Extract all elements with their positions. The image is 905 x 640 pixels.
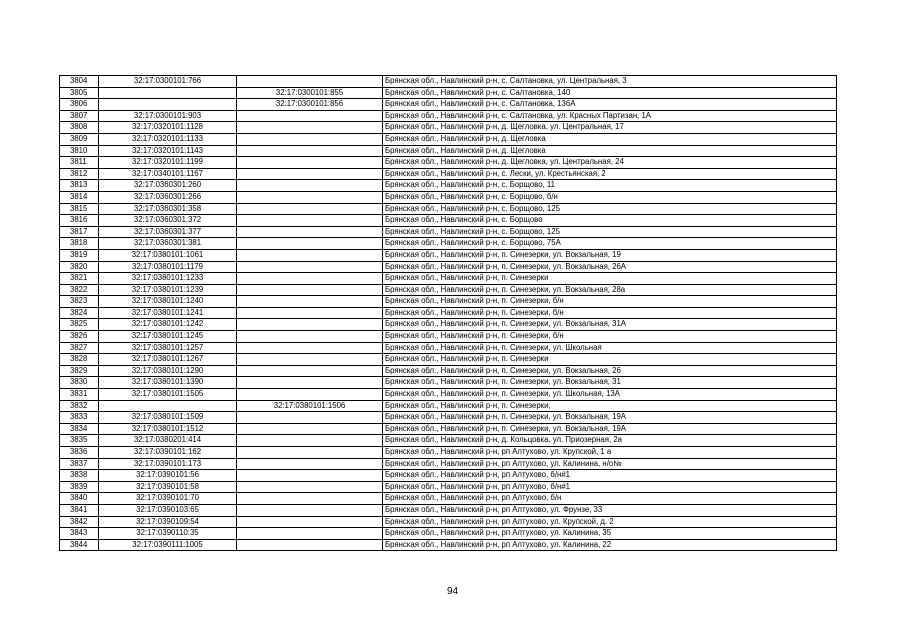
table-row [60,76,837,88]
related-cadastral-number-cell [237,226,383,238]
cadastral-number-cell: 32:17:0380101:1233 [99,273,237,285]
cadastral-number-cell: 32:17:0390110:35 [99,528,237,540]
table-row [60,412,837,424]
table-row [60,481,837,493]
cadastral-number-cell: 32:17:0300101:903 [99,110,237,122]
address-cell: Брянская обл., Навлинский р-н, п. Синезерки, б/н [383,307,837,319]
row-number-cell: 3823 [60,296,99,308]
related-cadastral-number-cell [237,470,383,482]
cadastral-number-cell: 32:17:0380101:1290 [99,365,237,377]
related-cadastral-number-cell [237,458,383,470]
related-cadastral-number-cell [237,284,383,296]
address-cell: Брянская обл., Навлинский р-н, с. Салтановка, 136А [383,99,837,111]
cadastral-number-cell: 32:17:0380101:1179 [99,261,237,273]
row-number-cell: 3804 [60,76,99,88]
related-cadastral-number-cell [237,261,383,273]
related-cadastral-number-cell [237,307,383,319]
table-row [60,180,837,192]
table-row [60,516,837,528]
address-cell: Брянская обл., Навлинский р-н, рп Алтухово, ул. Крупской, д. 2 [383,516,837,528]
address-cell: Брянская обл., Навлинский р-н, д. Щегловка [383,145,837,157]
related-cadastral-number-cell [237,203,383,215]
table-row [60,215,837,227]
related-cadastral-number-cell [237,365,383,377]
address-cell: Брянская обл., Навлинский р-н, с. Борщово, б/н [383,191,837,203]
related-cadastral-number-cell [237,122,383,134]
related-cadastral-number-cell [237,528,383,540]
cadastral-number-cell: 32:17:0380101:1245 [99,331,237,343]
cadastral-number-cell: 32:17:0390103:65 [99,504,237,516]
cadastral-number-cell: 32:17:0380101:1390 [99,377,237,389]
table-row [60,458,837,470]
related-cadastral-number-cell [237,168,383,180]
row-number-cell: 3835 [60,435,99,447]
row-number-cell: 3836 [60,447,99,459]
cadastral-number-cell: 32:17:0320101:1128 [99,122,237,134]
row-number-cell: 3826 [60,331,99,343]
related-cadastral-number-cell [237,354,383,366]
table-row [60,331,837,343]
row-number-cell: 3831 [60,389,99,401]
row-number-cell: 3807 [60,110,99,122]
related-cadastral-number-cell [237,516,383,528]
cadastral-number-cell: 32:17:0380101:1240 [99,296,237,308]
row-number-cell: 3817 [60,226,99,238]
related-cadastral-number-cell [237,145,383,157]
table-row [60,493,837,505]
row-number-cell: 3811 [60,157,99,169]
row-number-cell: 3815 [60,203,99,215]
related-cadastral-number-cell [237,331,383,343]
table-row [60,470,837,482]
related-cadastral-number-cell [237,215,383,227]
cadastral-number-cell: 32:17:0390101:70 [99,493,237,505]
related-cadastral-number-cell [237,504,383,516]
address-cell: Брянская обл., Навлинский р-н, с. Салтановка, ул. Красных Партизан, 1А [383,110,837,122]
cadastral-number-cell: 32:17:0380101:1512 [99,423,237,435]
table-row [60,354,837,366]
cadastral-number-cell: 32:17:0380101:1509 [99,412,237,424]
cadastral-number-cell: 32:17:0380101:1267 [99,354,237,366]
row-number-cell: 3837 [60,458,99,470]
related-cadastral-number-cell [237,389,383,401]
related-cadastral-number-cell [237,157,383,169]
cadastral-number-cell: 32:17:0320101:1199 [99,157,237,169]
table-row [60,226,837,238]
row-number-cell: 3834 [60,423,99,435]
related-cadastral-number-cell [237,423,383,435]
table-row [60,168,837,180]
address-cell: Брянская обл., Навлинский р-н, с. Борщово, 75А [383,238,837,250]
row-number-cell: 3829 [60,365,99,377]
cadastral-number-cell: 32:17:0390109:54 [99,516,237,528]
table-row [60,157,837,169]
related-cadastral-number-cell [237,319,383,331]
address-cell: Брянская обл., Навлинский р-н, с. Салтановка, 140 [383,87,837,99]
cadastral-number-cell: 32:17:0390101:58 [99,481,237,493]
address-cell: Брянская обл., Навлинский р-н, п. Синезерки, ул. Вокзальная, 26 [383,365,837,377]
cadastral-number-cell: 32:17:0300101:766 [99,76,237,88]
row-number-cell: 3820 [60,261,99,273]
related-cadastral-number-cell [237,435,383,447]
table-row [60,87,837,99]
cadastral-number-cell: 32:17:0390111:1005 [99,539,237,551]
row-number-cell: 3838 [60,470,99,482]
cadastral-number-cell: 32:17:0360301:372 [99,215,237,227]
row-number-cell: 3840 [60,493,99,505]
cadastral-number-cell [99,99,237,111]
cadastral-number-cell: 32:17:0360301:381 [99,238,237,250]
row-number-cell: 3814 [60,191,99,203]
table-row [60,447,837,459]
address-cell: Брянская обл., Навлинский р-н, п. Синезерки, [383,400,837,412]
address-cell: Брянская обл., Навлинский р-н, п. Синезерки, ул. Вокзальная, 19 [383,249,837,261]
address-cell: Брянская обл., Навлинский р-н, п. Синезерки [383,273,837,285]
address-cell: Брянская обл., Навлинский р-н, д. Щегловка, ул. Центральная, 17 [383,122,837,134]
row-number-cell: 3827 [60,342,99,354]
row-number-cell: 3843 [60,528,99,540]
cadastral-number-cell: 32:17:0340101:1167 [99,168,237,180]
table-row [60,110,837,122]
address-cell: Брянская обл., Навлинский р-н, с. Борщово, 125 [383,203,837,215]
row-number-cell: 3818 [60,238,99,250]
row-number-cell: 3809 [60,133,99,145]
row-number-cell: 3833 [60,412,99,424]
table-row [60,365,837,377]
cadastral-number-cell: 32:17:0320101:1133 [99,133,237,145]
related-cadastral-number-cell [237,377,383,389]
row-number-cell: 3841 [60,504,99,516]
address-cell: Брянская обл., Навлинский р-н, п. Синезерки, ул. Школьная, 13А [383,389,837,401]
address-cell: Брянская обл., Навлинский р-н, п. Синезерки, ул. Вокзальная, 19А [383,412,837,424]
table-row [60,249,837,261]
page-number: 94 [446,586,459,597]
cadastral-number-cell: 32:17:0320101:1143 [99,145,237,157]
table-row [60,261,837,273]
address-cell: Брянская обл., Навлинский р-н, рп Алтухово, ул. Фрунзе, 33 [383,504,837,516]
related-cadastral-number-cell [237,238,383,250]
cadastral-number-cell: 32:17:0360301:377 [99,226,237,238]
table-body [60,76,837,551]
related-cadastral-number-cell [237,133,383,145]
table-row [60,307,837,319]
cadastral-number-cell: 32:17:0390101:162 [99,447,237,459]
table-row [60,539,837,551]
cadastral-number-cell [99,87,237,99]
related-cadastral-number-cell [237,539,383,551]
cadastral-number-cell: 32:17:0380101:1241 [99,307,237,319]
related-cadastral-number-cell: 32:17:0300101:856 [237,99,383,111]
address-cell: Брянская обл., Навлинский р-н, рп Алтухово, б/н [383,493,837,505]
cadastral-number-cell: 32:17:0380101:1061 [99,249,237,261]
related-cadastral-number-cell [237,296,383,308]
cadastral-number-cell: 32:17:0390101:56 [99,470,237,482]
cadastral-table [59,75,837,551]
row-number-cell: 3828 [60,354,99,366]
row-number-cell: 3839 [60,481,99,493]
row-number-cell: 3810 [60,145,99,157]
table-row [60,133,837,145]
related-cadastral-number-cell [237,342,383,354]
address-cell: Брянская обл., Навлинский р-н, рп Алтухово, ул. Калинина, н/о№ [383,458,837,470]
table-row [60,423,837,435]
row-number-cell: 3819 [60,249,99,261]
address-cell: Брянская обл., Навлинский р-н, д. Щегловка, ул. Центральная, 24 [383,157,837,169]
row-number-cell: 3805 [60,87,99,99]
cadastral-number-cell: 32:17:0360301:266 [99,191,237,203]
row-number-cell: 3825 [60,319,99,331]
cadastral-number-cell: 32:17:0380201:414 [99,435,237,447]
table-row [60,273,837,285]
table-row [60,528,837,540]
table-row [60,203,837,215]
row-number-cell: 3832 [60,400,99,412]
row-number-cell: 3844 [60,539,99,551]
row-number-cell: 3812 [60,168,99,180]
address-cell: Брянская обл., Навлинский р-н, д. Щегловка [383,133,837,145]
table-row [60,342,837,354]
related-cadastral-number-cell [237,481,383,493]
address-cell: Брянская обл., Навлинский р-н, п. Синезерки [383,354,837,366]
related-cadastral-number-cell [237,110,383,122]
cadastral-number-cell [99,400,237,412]
address-cell: Брянская обл., Навлинский р-н, с. Салтановка, ул. Центральная, 3 [383,76,837,88]
row-number-cell: 3821 [60,273,99,285]
table-row [60,238,837,250]
related-cadastral-number-cell [237,180,383,192]
related-cadastral-number-cell [237,273,383,285]
related-cadastral-number-cell: 32:17:0380101:1506 [237,400,383,412]
address-cell: Брянская обл., Навлинский р-н, с. Борщово [383,215,837,227]
related-cadastral-number-cell [237,447,383,459]
table-row [60,389,837,401]
cadastral-number-cell: 32:17:0390101:173 [99,458,237,470]
address-cell: Брянская обл., Навлинский р-н, п. Синезерки, б/н [383,296,837,308]
related-cadastral-number-cell [237,76,383,88]
cadastral-number-cell: 32:17:0380101:1239 [99,284,237,296]
row-number-cell: 3808 [60,122,99,134]
address-cell: Брянская обл., Навлинский р-н, п. Синезерки, ул. Вокзальная, 31А [383,319,837,331]
address-cell: Брянская обл., Навлинский р-н, рп Алтухово, б/н#1 [383,470,837,482]
row-number-cell: 3813 [60,180,99,192]
cadastral-number-cell: 32:17:0360301:260 [99,180,237,192]
table-row [60,191,837,203]
table-row [60,145,837,157]
row-number-cell: 3806 [60,99,99,111]
address-cell: Брянская обл., Навлинский р-н, п. Синезерки, ул. Вокзальная, 26А [383,261,837,273]
row-number-cell: 3822 [60,284,99,296]
table-row [60,504,837,516]
table-row [60,435,837,447]
table-row [60,99,837,111]
table-row [60,377,837,389]
table-row [60,122,837,134]
address-cell: Брянская обл., Навлинский р-н, рп Алтухово, б/н#1 [383,481,837,493]
address-cell: Брянская обл., Навлинский р-н, п. Синезерки, ул. Школьная [383,342,837,354]
row-number-cell: 3830 [60,377,99,389]
address-cell: Брянская обл., Навлинский р-н, с. Лески, ул. Крестьянская, 2 [383,168,837,180]
related-cadastral-number-cell [237,493,383,505]
related-cadastral-number-cell: 32:17:0300101:855 [237,87,383,99]
related-cadastral-number-cell [237,249,383,261]
cadastral-number-cell: 32:17:0380101:1505 [99,389,237,401]
row-number-cell: 3824 [60,307,99,319]
table-row [60,296,837,308]
cadastral-number-cell: 32:17:0380101:1257 [99,342,237,354]
address-cell: Брянская обл., Навлинский р-н, п. Синезерки, ул. Вокзальная, 28а [383,284,837,296]
row-number-cell: 3842 [60,516,99,528]
table-row [60,319,837,331]
address-cell: Брянская обл., Навлинский р-н, рп Алтухово, ул. Крупской, 1 а [383,447,837,459]
address-cell: Брянская обл., Навлинский р-н, п. Синезерки, б/н [383,331,837,343]
address-cell: Брянская обл., Навлинский р-н, п. Синезерки, ул. Вокзальная, 19А [383,423,837,435]
address-cell: Брянская обл., Навлинский р-н, рп Алтухово, ул. Калинина, 22 [383,539,837,551]
table-row [60,400,837,412]
address-cell: Брянская обл., Навлинский р-н, д. Кольцовка, ул. Приозерная, 2а [383,435,837,447]
related-cadastral-number-cell [237,191,383,203]
cadastral-number-cell: 32:17:0360301:358 [99,203,237,215]
address-cell: Брянская обл., Навлинский р-н, с. Борщово, 11 [383,180,837,192]
address-cell: Брянская обл., Навлинский р-н, с. Борщово, 125 [383,226,837,238]
address-cell: Брянская обл., Навлинский р-н, рп Алтухово, ул. Калинина, 35 [383,528,837,540]
address-cell: Брянская обл., Навлинский р-н, п. Синезерки, ул. Вокзальная, 31 [383,377,837,389]
table-row [60,284,837,296]
related-cadastral-number-cell [237,412,383,424]
row-number-cell: 3816 [60,215,99,227]
cadastral-number-cell: 32:17:0380101:1242 [99,319,237,331]
